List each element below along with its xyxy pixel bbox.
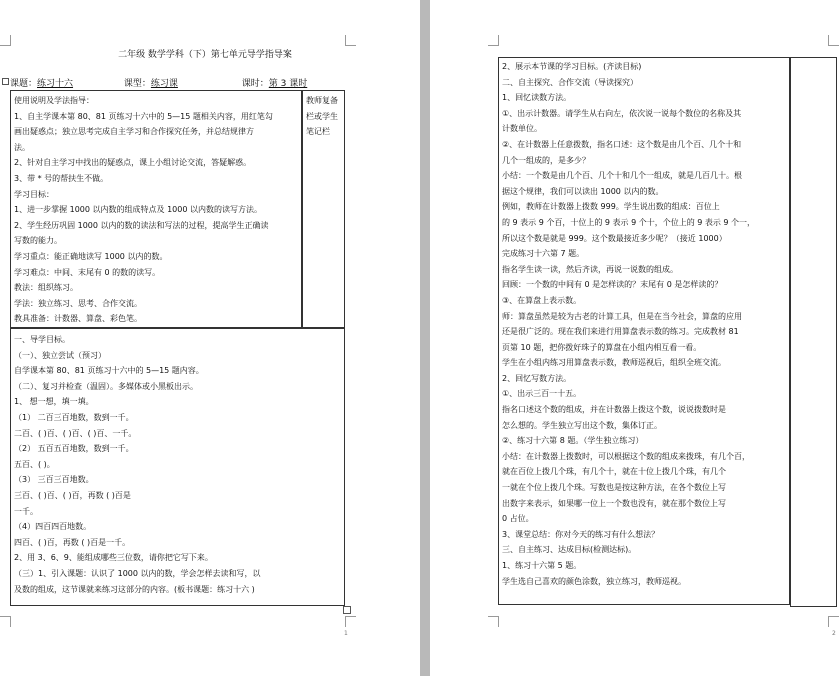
body-line: 三百、( )百、( )百，再数 ( )百是 [14, 490, 131, 500]
body-line: 一千。 [14, 506, 38, 516]
body-line: （1） 二百三百地数，数到一千。 [14, 412, 134, 422]
instruction-line: 学习目标： [14, 189, 54, 199]
body-line: 小结：在计数器上拨数时，可以根据这个数的组成来拨珠，有几个百， [502, 451, 750, 461]
instruction-line: 2、学生经历巩固 1000 以内的数的读法和写法的过程，提高学生正确读 [14, 220, 269, 230]
body-line: 二、自主探究、合作交流（导读探究） [502, 77, 638, 87]
notes-column-label: 教师复备栏或学生笔记栏 [306, 96, 338, 137]
document-title: 二年级 数学学科（下）第七单元导学指导案 [118, 50, 292, 60]
body-line: （一）、独立尝试（预习） [14, 350, 106, 360]
page-corner-mark [488, 616, 499, 627]
body-line: （三）1、引入课题：认识了 1000 以内的数，学会怎样去读和写，以 [14, 568, 261, 578]
body-line: 0 占位。 [502, 514, 534, 524]
body-line: 几个一组成的，是多少？ [502, 155, 590, 165]
body-line: 指名学生读一读，然后齐读，再说一说数的组成。 [502, 264, 678, 274]
body-line: 四百、( )百，再数 ( )百是一千。 [14, 537, 131, 547]
lesson-body-continued-cell [498, 57, 790, 605]
body-line: 2、回忆写数方法。 [502, 373, 572, 383]
body-line: 出数字来表示，如果哪一位上一个数也没有，就在那个数位上写 [502, 498, 726, 508]
page-number: 2 [832, 630, 836, 637]
body-line: 一、导学目标。 [14, 335, 70, 344]
body-line: （4）四百四百地数。 [14, 522, 92, 532]
instruction-line: 画出疑惑点；独立思考完成自主学习和合作探究任务，并总结规律方 [14, 127, 254, 137]
teacher-notes-cell [790, 57, 837, 607]
body-line: ①、出示计数器。请学生从右向左，依次说一说每个数位的名称及其 [502, 108, 742, 118]
body-line: 学生选自己喜欢的颜色涂数，独立练习，教师巡视。 [502, 576, 686, 586]
instruction-line: 写数的能力。 [14, 236, 62, 246]
body-line: 三、自主练习、达成目标(检测达标)。 [502, 545, 637, 555]
page-gutter [420, 0, 430, 676]
body-line: （2） 五百五百地数，数到一千。 [14, 444, 134, 454]
instruction-line: 1、进一步掌握 1000 以内数的组成特点及 1000 以内数的读写方法。 [14, 205, 262, 215]
instruction-line: 学习难点：中间、末尾有 0 的数的读写。 [14, 267, 161, 277]
table-resize-handle[interactable] [343, 606, 351, 614]
instructions-cell [10, 90, 302, 328]
table-move-handle[interactable] [2, 78, 9, 85]
teacher-notes-cell [302, 90, 345, 328]
body-line: 指名口述这个数的组成，并在计数器上拨这个数，说说拨数时是 [502, 405, 726, 415]
page-corner-mark [345, 616, 356, 627]
type-value: 练习课 [150, 79, 178, 89]
body-line: ①、出示三百一十五。 [502, 389, 582, 399]
body-line: ②、练习十六第 8 题。（学生独立练习） [502, 436, 644, 446]
body-line: 回顾：一个数的中间有 0 是怎样读的？末尾有 0 是怎样读的？ [502, 280, 723, 290]
body-line: 页第 10 题，把你拨好珠子的算盘在小组内相互看一看。 [502, 342, 702, 352]
body-line: 计数单位。 [502, 124, 542, 134]
type-label: 课型： [123, 79, 151, 89]
body-line: （二）、复习并检查（温固）。多媒体或小黑板出示。 [14, 381, 198, 391]
body-line: 2、展示本节课的学习目标。(齐读目标) [502, 62, 642, 71]
page-corner-mark [0, 35, 11, 46]
period-value: 第 3 课时 [268, 79, 308, 89]
instruction-line: 1、自主学课本第 80、81 页练习十六中的 5—15 题相关内容，用红笔勾 [14, 111, 273, 121]
lesson-body-cell [10, 328, 345, 606]
body-line: 2、用 3、6、9、能组成哪些三位数，请你把它写下来。 [14, 553, 213, 563]
topic-label: 课题： [10, 79, 38, 89]
instruction-line: 法。 [14, 142, 30, 152]
body-line: 完成练习十六第 7 题。 [502, 249, 585, 259]
instruction-line: 学法：独立练习、思考、合作交流。 [14, 298, 142, 308]
body-line: ③、在算盘上表示数。 [502, 295, 582, 305]
period-label: 课时： [241, 79, 269, 89]
instruction-line: 学习重点：能正确地读写 1000 以内的数。 [14, 251, 168, 261]
topic-value: 练习十六 [37, 79, 74, 89]
page-number: 1 [344, 630, 348, 637]
body-line: 自学课本第 80、81 页练习十六中的 5—15 题内容。 [14, 366, 204, 376]
instruction-line: 3、带 * 号的帮扶生不做。 [14, 173, 109, 183]
body-line: 3、课堂总结：你对今天的练习有什么想法？ [502, 529, 660, 539]
page-corner-mark [828, 35, 839, 46]
document-page-2 [430, 0, 839, 676]
page-corner-mark [828, 616, 839, 627]
page-corner-mark [0, 616, 11, 627]
body-line: （3） 三百三百地数。 [14, 475, 94, 485]
body-line: 怎么想的。学生独立写出这个数，集体订正。 [502, 420, 662, 430]
lesson-info-row [10, 76, 340, 89]
body-line: 所以这个数是就是 999。这个数最接近多少呢？（接近 1000） [502, 233, 727, 243]
body-line: 就在百位上拨几个珠，有几个十，就在十位上拨几个珠，有几个 [502, 467, 726, 477]
instruction-line: 教法：组织练习。 [14, 283, 78, 293]
body-line: 1、回忆读数方法。 [502, 93, 572, 103]
body-line: 1、 想一想，填一填。 [14, 397, 94, 407]
body-line: 及数的组成，这节课就来练习这部分的内容。(板书课题：练习十六 ) [14, 584, 255, 594]
body-line: 的 9 表示 9 个百，十位上的 9 表示 9 个十，个位上的 9 表示 9 个一， [502, 217, 756, 227]
page-corner-mark [488, 35, 499, 46]
instruction-line: 使用说明及学法指导： [14, 96, 94, 105]
body-line: 二百、( )百、( )百、( )百、一千。 [14, 428, 137, 438]
body-line: 小结：一个数是由几个百、几个十和几个一组成，就是几百几十。根 [502, 171, 742, 181]
body-line: 学生在小组内练习用算盘表示数，教师巡视后，组织全班交流。 [502, 358, 726, 368]
body-line: 1、练习十六第 5 题。 [502, 561, 582, 570]
instruction-line: 2、针对自主学习中找出的疑惑点，课上小组讨论交流，答疑解惑。 [14, 158, 252, 168]
body-line: 师：算盘虽然是较为古老的计算工具，但是在当今社会，算盘的应用 [502, 311, 742, 321]
page-corner-mark [345, 35, 356, 46]
body-line: 例如，教师在计数器上拨数 999。学生说出数的组成：百位上 [502, 202, 720, 212]
body-line: 还是很广泛的。现在我们来进行用算盘表示数的练习。完成教材 81 [502, 327, 739, 337]
body-line: 五百、( )。 [14, 459, 55, 469]
body-line: 据这个规律，我们可以读出 1000 以内的数。 [502, 186, 664, 196]
instruction-line: 教具准备：计数器、算盘、彩色笔。 [14, 314, 142, 324]
body-line: 一就在个位上拨几个珠。写数也是按这种方法，在各个数位上写 [502, 483, 726, 493]
body-line: ②、在计数器上任意拨数，指名口述：这个数是由几个百、几个十和 [502, 139, 742, 149]
